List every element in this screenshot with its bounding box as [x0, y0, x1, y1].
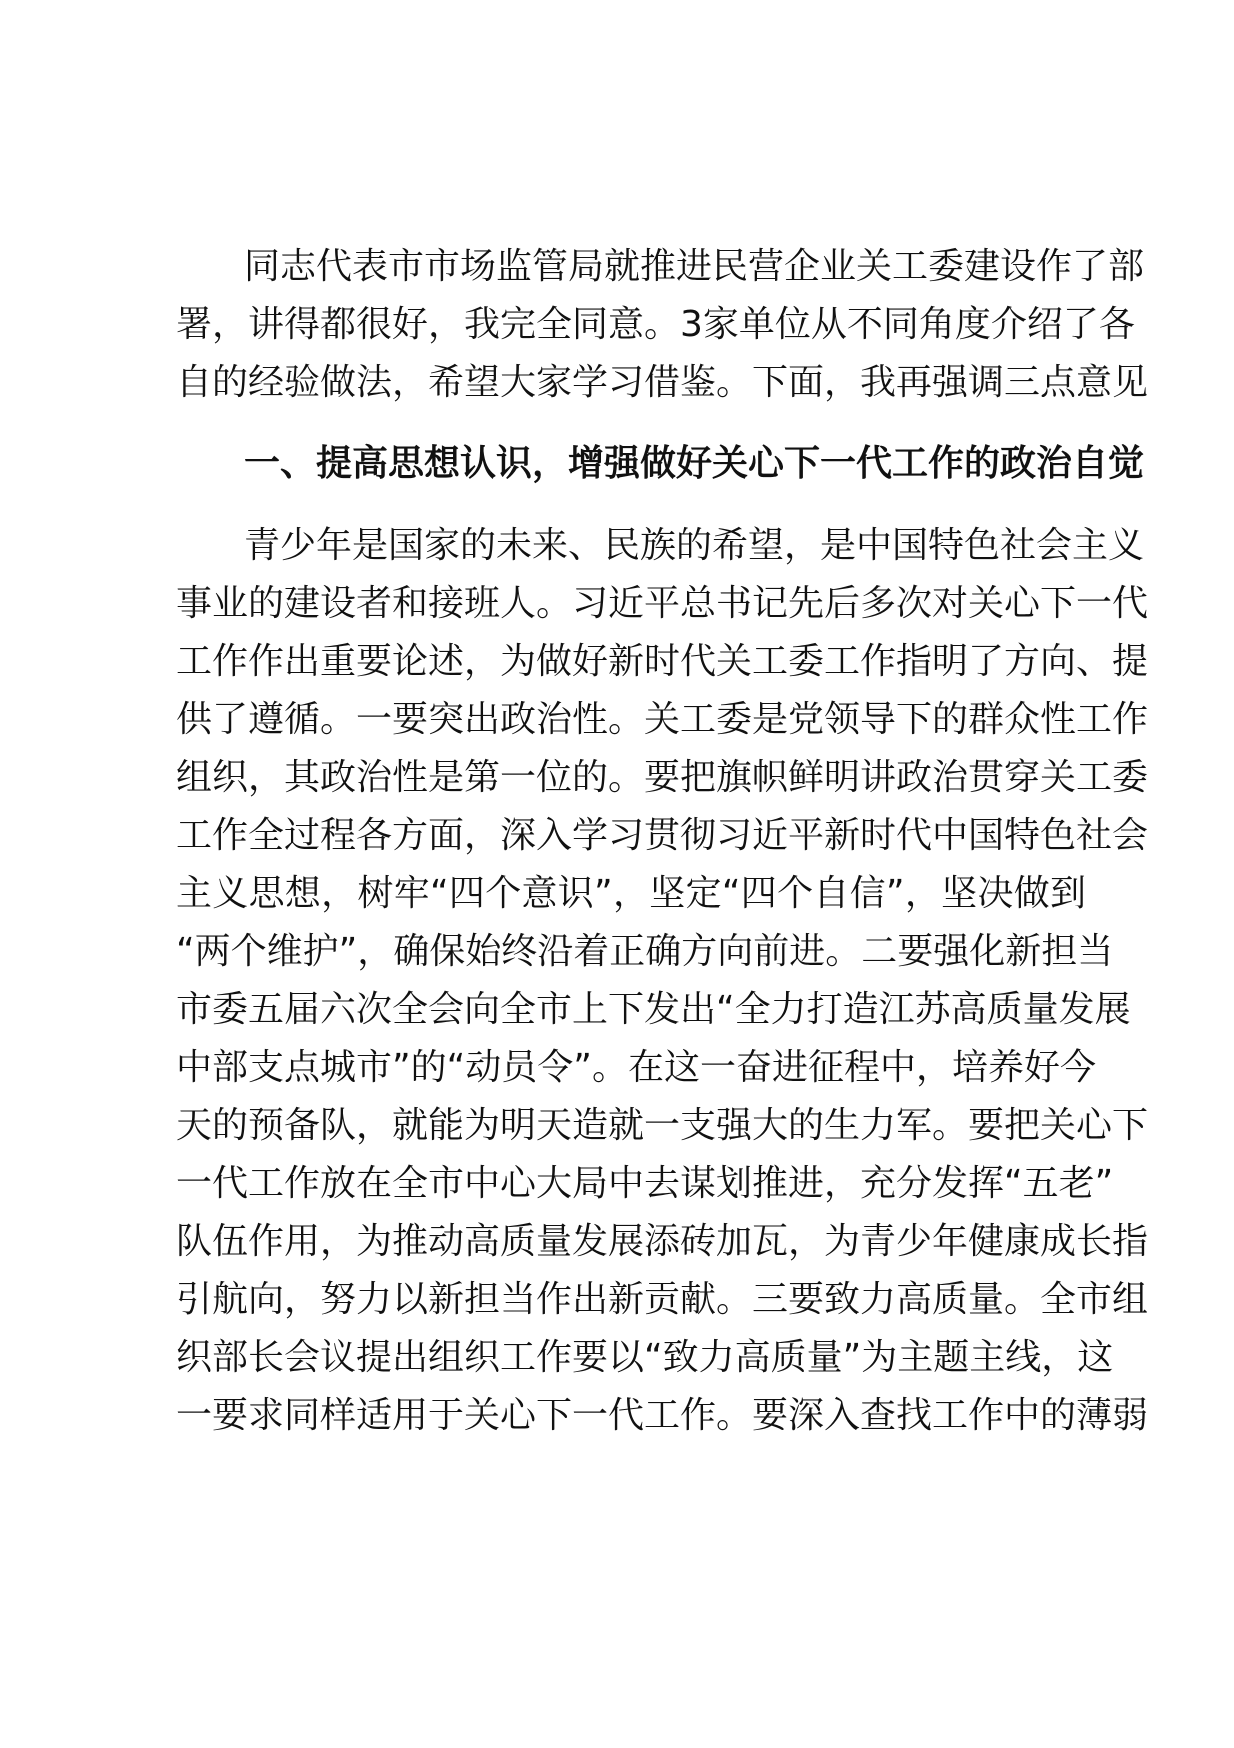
- paragraph-1-line-3: 自的经验做法，希望大家学习借鉴。下面，我再强调三点意见: [176, 362, 1149, 403]
- paragraph-2-line-7: 主义思想，树牢“四个意识”，坚定“四个自信”，坚决做到: [176, 873, 1086, 914]
- paragraph-2-line-14: 引航向，努力以新担当作出新贡献。三要致力高质量。全市组: [176, 1279, 1149, 1320]
- paragraph-2-line-5: 组织，其政治性是第一位的。要把旗帜鲜明讲政治贯穿关工委: [176, 757, 1149, 798]
- paragraph-2-line-9: 市委五届六次全会向全市上下发出“全力打造江苏高质量发展: [176, 989, 1131, 1030]
- paragraph-2-line-10: 中部支点城市”的“动员令”。在这一奋进征程中，培养好今: [176, 1047, 1096, 1088]
- paragraph-2-line-16: 一要求同样适用于关心下一代工作。要深入查找工作中的薄弱: [176, 1395, 1149, 1436]
- paragraph-2-line-13: 队伍作用，为推动高质量发展添砖加瓦，为青少年健康成长指: [176, 1221, 1149, 1262]
- section-heading-1: 一、提高思想认识，增强做好关心下一代工作的政治自觉: [244, 443, 1145, 484]
- paragraph-2-line-15: 织部长会议提出组织工作要以“致力高质量”为主题主线，这: [176, 1337, 1114, 1378]
- paragraph-2-line-2: 事业的建设者和接班人。习近平总书记先后多次对关心下一代: [176, 583, 1149, 624]
- paragraph-2-line-12: 一代工作放在全市中心大局中去谋划推进，充分发挥“五老”: [176, 1163, 1114, 1204]
- paragraph-1-line-1: 同志代表市市场监管局就推进民营企业关工委建设作了部: [244, 246, 1145, 287]
- paragraph-2-line-8: “两个维护”，确保始终沿着正确方向前进。二要强化新担当: [176, 931, 1114, 972]
- paragraph-2-line-6: 工作全过程各方面，深入学习贯彻习近平新时代中国特色社会: [176, 815, 1149, 856]
- paragraph-2-line-3: 工作作出重要论述，为做好新时代关工委工作指明了方向、提: [176, 641, 1149, 682]
- paragraph-2-line-11: 天的预备队，就能为明天造就一支强大的生力军。要把关心下: [176, 1105, 1149, 1146]
- paragraph-2-line-4: 供了遵循。一要突出政治性。关工委是党领导下的群众性工作: [176, 699, 1149, 740]
- paragraph-2-line-1: 青少年是国家的未来、民族的希望，是中国特色社会主义: [244, 525, 1145, 566]
- paragraph-1-line-2: 署，讲得都很好，我完全同意。3家单位从不同角度介绍了各: [176, 304, 1135, 345]
